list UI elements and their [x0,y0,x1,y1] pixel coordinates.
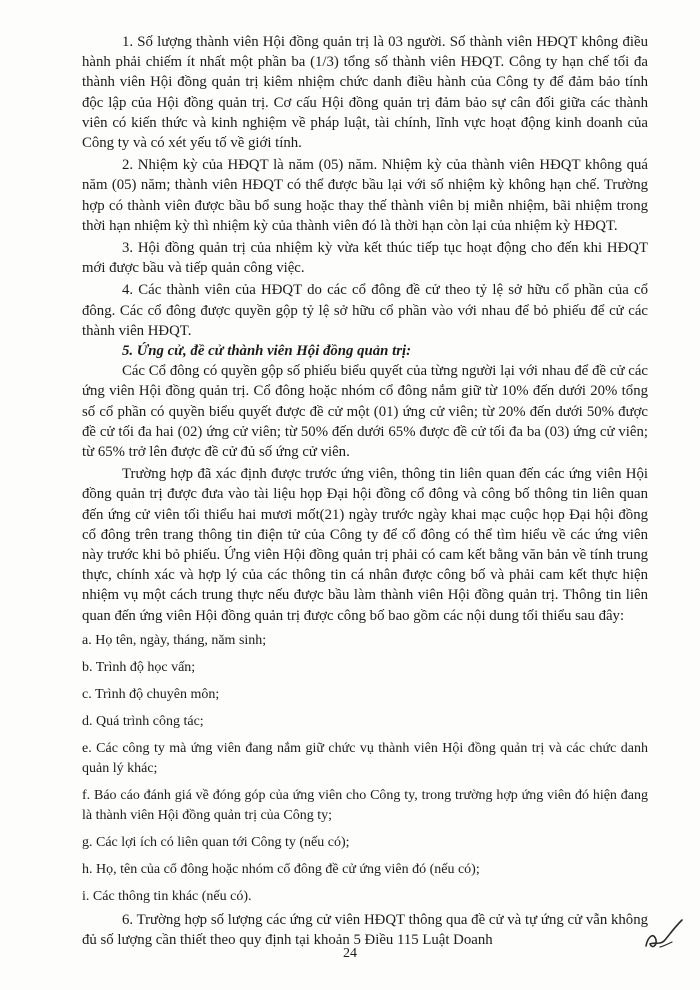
paragraph-2: 2. Nhiệm kỳ của HĐQT là năm (05) năm. Nhiệm kỳ của thành viên HĐQT không quá năm (05) năm; thành viên HĐQT có thể được bầu lại với số nhiệm kỳ không hạn chế. Trường hợp có thành viên được bầu bổ sung hoặc thay thế thành viên bị miễn nhiệm, bãi nhiệm trong thời hạn nhiệm kỳ thì nhiệm kỳ của thành viên đó là thời hạn còn lại của nhiệm kỳ HĐQT. [82,157,648,234]
paragraph-4: 4. Các thành viên của HĐQT do các cổ đông đề cử theo tỷ lệ sở hữu cổ phần của cổ đông. Các cổ đông được quyền gộp tỷ lệ sở hữu cổ phần vào với nhau để bỏ phiếu để cử các thành viên HĐQT. [82,282,648,339]
section-5-heading: 5. Ứng cử, đề cử thành viên Hội đồng quản trị: [122,343,411,360]
document-body [82,32,648,950]
list-item: a. Họ tên, ngày, tháng, năm sinh; [82,632,267,648]
page-number: 24 [343,946,357,961]
list-item: i. Các thông tin khác (nếu có). [82,888,252,904]
paragraph-6: 6. Trường hợp số lượng các ứng cử viên HĐQT thông qua đề cử và tự ứng cử vẫn không đủ số lượng cần thiết theo quy định tại khoản 5 Điều 115 Luật Doanh [82,911,648,949]
list-item: d. Quá trình công tác; [82,713,204,729]
signature-mark [642,916,688,954]
paragraph-5a: Các Cổ đông có quyền gộp số phiếu biểu quyết của từng người lại với nhau để đề cử các ứng viên Hội đồng quản trị. Cổ đông hoặc nhóm cổ đông nắm giữ từ 10% đến dưới 20% tổng số cổ phần có quyền biểu quyết được đề cử một (01) ứng cử viên; từ 20% đến dưới 50% được đề cử tối đa hai (02) ứng cử viên; từ 50% đến dưới 65% được đề cử tối đa ba (03) ứng cử viên; từ 65% trở lên được đề cử đủ số ứng cử viên. [82,363,648,461]
list-item: b. Trình độ học vấn; [82,659,196,675]
list-item: c. Trình độ chuyên môn; [82,686,220,702]
candidate-info-list [82,631,648,907]
list-item: g. Các lợi ích có liên quan tới Công ty (nếu có); [82,834,350,850]
paragraph-3: 3. Hội đồng quản trị của nhiệm kỳ vừa kết thúc tiếp tục hoạt động cho đến khi HĐQT mới được bầu và tiếp quản công việc. [82,240,648,277]
paragraph-1: 1. Số lượng thành viên Hội đồng quản trị là 03 người. Số thành viên HĐQT không điều hành phải chiếm ít nhất một phần ba (1/3) tổng số thành viên HĐQT. Công ty hạn chế tối đa thành viên Hội đồng quản trị kiêm nhiệm chức danh điều hành của Công ty để đảm bảo tính độc lập của Hội đồng quản trị. Cơ cấu Hội đồng quản trị đảm bảo sự cân đối giữa các thành viên có kiến thức và kinh nghiệm về pháp luật, tài chính, lĩnh vực hoạt động kinh doanh của Công ty và có xét yếu tố về giới tính. [82,34,648,152]
paragraph-5b: Trường hợp đã xác định được trước ứng viên, thông tin liên quan đến các ứng viên Hội đồng quản trị được đưa vào tài liệu họp Đại hội đồng cổ đông và công bố thông tin liên quan đến ứng cử viên tối thiểu hai mươi mốt(21) ngày trước ngày khai mạc cuộc họp Đại hội đồng cổ đông trên trang thông tin điện tử của Công ty để cổ đông có thể tìm hiểu về các ứng viên này trước khi bỏ phiếu. Ứng viên Hội đồng quản trị phải có cam kết bằng văn bản về tính trung thực, chính xác và hợp lý của các thông tin cá nhân được công bố và phải cam kết thực hiện nhiệm vụ một cách trung thực nếu được bầu làm thành viên Hội đồng quản trị. Thông tin liên quan đến ứng viên Hội đồng quản trị được công bố bao gồm các nội dung tối thiểu sau đây: [82,466,648,624]
list-item: f. Báo cáo đánh giá về đóng góp của ứng viên cho Công ty, trong trường hợp ứng viên đó hiện đang là thành viên Hội đồng quản trị của Công ty; [82,787,648,823]
list-item: h. Họ, tên của cổ đông hoặc nhóm cổ đông đề cử ứng viên đó (nếu có); [82,861,480,877]
list-item: e. Các công ty mà ứng viên đang nắm giữ chức vụ thành viên Hội đồng quản trị và các chức danh quản lý khác; [82,740,648,776]
